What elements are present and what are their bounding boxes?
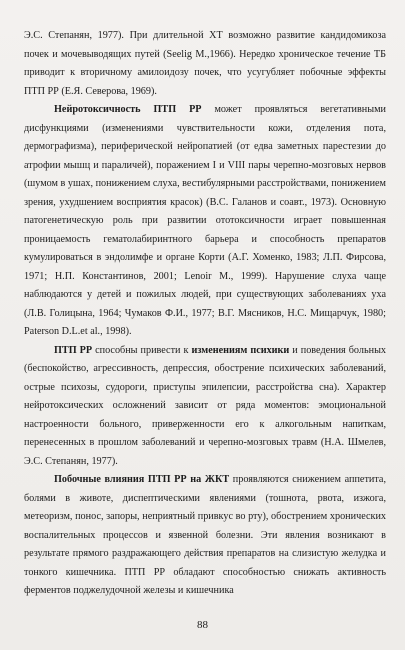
paragraph-2 bbox=[24, 101, 386, 342]
paragraph-3-text-b: и поведения больных (беспокойство, агрессивность, депрессия, обострение психических заболеваний, острые психозы, судороги, приступы эпилепсии, расстройства сна). Характер нейротоксических осложнений зависит от ряда моментов: эмоциональной настроенности больного, приверженности его к алкогольным напиткам, перенесенных в прошлом заболеваний и черепно-мозговых травм (Н.А. Шмелев, Э.С. Степанян, 1977). bbox=[24, 344, 387, 467]
paragraph-3 bbox=[24, 342, 386, 472]
paragraph-2-text: может проявляться вегетативными дисфункциями (изменениями чувствительности кожи, отделения пота, дермографизма), периферической нейропатией (от едва заметных парестезии до атрофии мышц и параличей), поражением I и VIII пары черепно-мозговых нервов (шумом в ушах, понижением слуха, вестибулярными расстройствами, понижением зрения, ухудшением восприятия красок) (В.С. Галанов и соавт., 1973). Основную патогенетическую роль при развитии ототоксичности играет повышенная проницаемость гематолабиринтного барьера и способность препаратов кумулироваться в эндолимфе и органе Корти (А.Г. Хоменко, 1983; Л.П. Фирсова, 1971; Н.П. Константинов, 2001; Lenoir М., 1999). Нарушение слуха чаще наблюдаются у детей и пожилых людей, при существующих заболеваниях уха (Л.В. Голицына, 1964; Чумаков Ф.И., 1977; В.Г. Мясников, Н.С. Мищарчук, 1980; Paterson D.L.et al., 1998). bbox=[24, 104, 387, 337]
page-body-text bbox=[24, 27, 386, 601]
heading-gi-effects: Побочные влияния ПТП РР на ЖКТ bbox=[54, 474, 230, 485]
paragraph-4-text: проявляются снижением аппетита, болями в животе, диспептическими явлениями (тошнота, рвота, изжога, метеоризм, понос, запоры, неприятный привкус во рту), обострением хронических воспалительных процессов и язвенной болезни. Эти явления возникают в результате прямого раздражающего действия препаратов на слизистую желудка и тонкого кишечника. ПТП РР обладают способностью снижать активность ферментов поджелудочной железы и кишечника bbox=[24, 474, 386, 596]
paragraph-1-text: Э.С. Степанян, 1977). При длительной ХТ возможно развитие кандидомикоза почек и мочевыводящих путей (Seelig М.,1966). Нередко хроническое течение ТБ приводит к вторичному амилоидозу почек, что усугубляет побочные эффекты ПТП РР (Е.Я. Северова, 1969). bbox=[24, 30, 386, 97]
paragraph-1 bbox=[24, 27, 386, 101]
paragraph-3-text-a: способны привести к bbox=[92, 344, 192, 356]
page-number: 88 bbox=[197, 619, 208, 631]
term-psyche-changes: изменениям психики bbox=[191, 344, 290, 356]
paragraph-4 bbox=[24, 471, 386, 601]
term-ptp-rr: ПТП РР bbox=[54, 344, 93, 356]
heading-neurotoxicity: Нейротоксичность ПТП РР bbox=[54, 104, 202, 115]
